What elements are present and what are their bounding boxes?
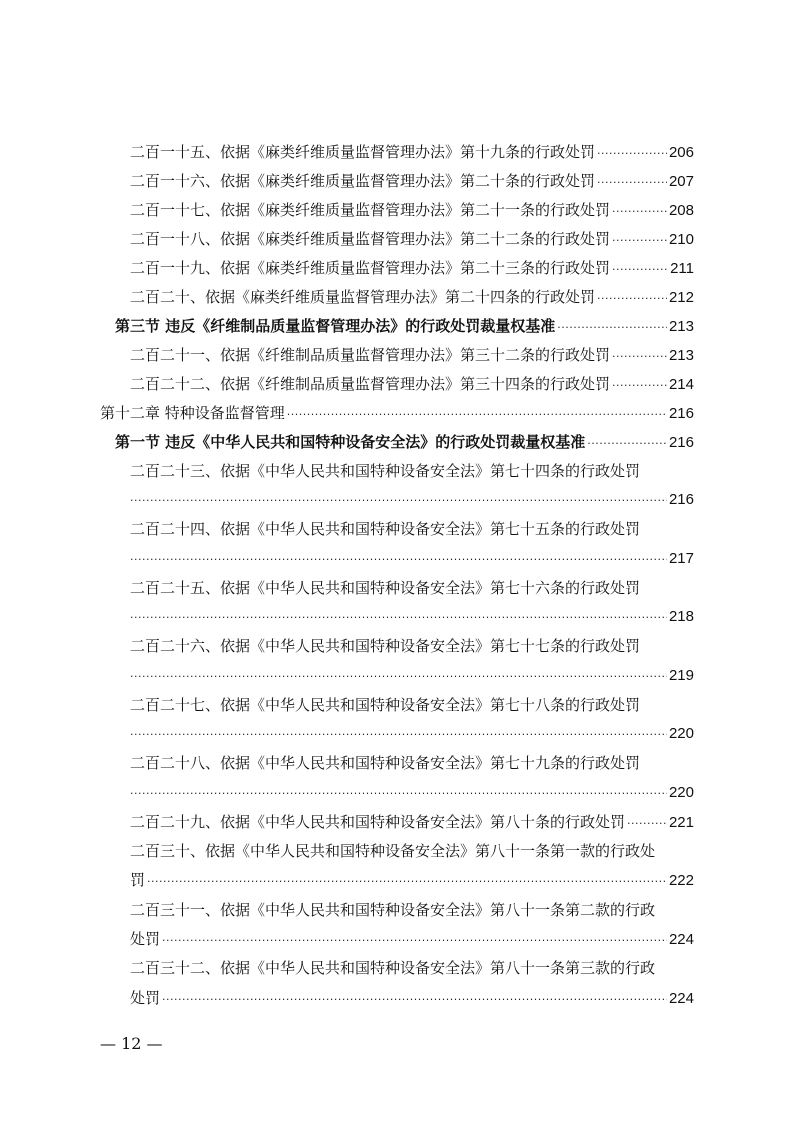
toc-entry-page: 216 (668, 434, 694, 451)
toc-section-title: 第三节 违反《纤维制品质量监督管理办法》的行政处罚裁量权基准 (115, 317, 556, 335)
toc-chapter-title: 第十二章 特种设备监督管理 (100, 404, 285, 422)
toc-leader (147, 872, 667, 892)
toc-entry[interactable] (130, 258, 694, 278)
toc-leader (130, 784, 667, 804)
toc-section-title: 第一节 违反《中华人民共和国特种设备安全法》的行政处罚裁量权基准 (115, 433, 586, 451)
toc-entry-page: 218 (668, 608, 694, 625)
toc-entry-title[interactable]: 二百二十六、依据《中华人民共和国特种设备安全法》第七十七条的行政处罚 (130, 637, 641, 655)
toc-leader (130, 667, 667, 687)
toc-entry-title[interactable]: 二百二十五、依据《中华人民共和国特种设备安全法》第七十六条的行政处罚 (130, 579, 641, 597)
toc-leader (130, 491, 667, 511)
toc-entry-leader-line[interactable] (130, 929, 694, 949)
toc-entry[interactable] (130, 812, 694, 832)
toc-entry[interactable] (130, 142, 694, 162)
toc-entry-title[interactable]: 二百三十、依据《中华人民共和国特种设备安全法》第八十一条第一款的行政处 (130, 842, 656, 860)
toc-entry-title-continued: 处罚 (130, 930, 161, 948)
toc-entry-title[interactable]: 二百二十七、依据《中华人民共和国特种设备安全法》第七十八条的行政处罚 (130, 696, 641, 714)
toc-leader (557, 318, 667, 338)
toc-entry-page: 217 (668, 550, 694, 567)
toc-entry-page: 214 (668, 376, 694, 393)
toc-leader (130, 608, 667, 628)
toc-entry-leader-line[interactable] (130, 783, 694, 803)
toc-entry-title: 二百二十二、依据《纤维制品质量监督管理办法》第三十四条的行政处罚 (130, 375, 611, 393)
toc-entry-leader-line[interactable] (130, 490, 694, 510)
toc-leader (162, 990, 667, 1010)
toc-entry-page: 216 (668, 405, 694, 422)
toc-leader (587, 434, 667, 454)
toc-entry-title[interactable]: 二百二十三、依据《中华人民共和国特种设备安全法》第七十四条的行政处罚 (130, 462, 641, 480)
page-number: — 12 — (100, 1034, 163, 1053)
toc-entry-page: 206 (668, 144, 694, 161)
toc-entry-page: 219 (668, 667, 694, 684)
toc-entry-title-continued: 处罚 (130, 989, 161, 1007)
toc-section[interactable] (115, 432, 694, 452)
toc-entry-title[interactable]: 二百二十四、依据《中华人民共和国特种设备安全法》第七十五条的行政处罚 (130, 520, 641, 538)
toc-leader (612, 376, 667, 396)
toc-entry-leader-line[interactable] (130, 870, 694, 890)
toc-leader (162, 931, 667, 951)
toc-leader (612, 231, 667, 251)
toc-entry-title: 二百二十一、依据《纤维制品质量监督管理办法》第三十二条的行政处罚 (130, 346, 611, 364)
toc-entry-page: 212 (668, 289, 694, 306)
toc-leader (597, 173, 667, 193)
toc-entry[interactable] (130, 171, 694, 191)
toc-entry-page: 216 (668, 491, 694, 508)
toc-entry[interactable] (130, 287, 694, 307)
toc-leader (130, 725, 667, 745)
toc-entry-page: 211 (670, 260, 694, 277)
toc-entry-title: 二百二十、依据《麻类纤维质量监督管理办法》第二十四条的行政处罚 (130, 288, 596, 306)
toc-entry-page: 224 (668, 990, 694, 1007)
toc-entry-page: 224 (668, 931, 694, 948)
toc-entry-page: 221 (668, 814, 694, 831)
toc-entry-leader-line[interactable] (130, 607, 694, 627)
toc-entry-page: 220 (668, 725, 694, 742)
toc-entry[interactable] (130, 374, 694, 394)
toc-leader (612, 347, 667, 367)
toc-entry-title: 二百一十八、依据《麻类纤维质量监督管理办法》第二十二条的行政处罚 (130, 230, 611, 248)
toc-leader (627, 814, 667, 834)
toc-entry-title-continued: 罚 (130, 871, 146, 889)
toc-chapter[interactable] (100, 403, 694, 423)
toc-entry[interactable] (130, 200, 694, 220)
toc-entry-title: 二百一十九、依据《麻类纤维质量监督管理办法》第二十三条的行政处罚 (130, 259, 611, 277)
toc-entry-title: 二百一十五、依据《麻类纤维质量监督管理办法》第十九条的行政处罚 (130, 143, 596, 161)
toc-leader (612, 202, 667, 222)
toc-entry-page: 210 (668, 231, 694, 248)
toc-leader (612, 260, 668, 280)
toc-leader (597, 144, 667, 164)
toc-entry[interactable] (130, 229, 694, 249)
toc-leader (287, 405, 667, 425)
toc-entry-title: 二百二十九、依据《中华人民共和国特种设备安全法》第八十条的行政处罚 (130, 813, 626, 831)
toc-entry-page: 213 (668, 318, 694, 335)
toc-leader (130, 550, 667, 570)
toc-section[interactable] (115, 316, 694, 336)
toc-entry-leader-line[interactable] (130, 549, 694, 569)
toc-entry-page: 208 (668, 202, 694, 219)
toc-leader (597, 289, 667, 309)
toc-entry-title: 二百一十六、依据《麻类纤维质量监督管理办法》第二十条的行政处罚 (130, 172, 596, 190)
toc-entry-leader-line[interactable] (130, 666, 694, 686)
toc-entry-leader-line[interactable] (130, 988, 694, 1008)
toc-entry[interactable] (130, 345, 694, 365)
toc-entry-page: 213 (668, 347, 694, 364)
toc-entry-title[interactable]: 二百三十一、依据《中华人民共和国特种设备安全法》第八十一条第二款的行政 (130, 901, 656, 919)
toc-entry-page: 207 (668, 173, 694, 190)
toc-entry-page: 220 (668, 784, 694, 801)
toc-entry-page: 222 (668, 872, 694, 889)
toc-entry-title[interactable]: 二百二十八、依据《中华人民共和国特种设备安全法》第七十九条的行政处罚 (130, 754, 641, 772)
toc-entry-title: 二百一十七、依据《麻类纤维质量监督管理办法》第二十一条的行政处罚 (130, 201, 611, 219)
toc-entry-leader-line[interactable] (130, 724, 694, 744)
toc-entry-title[interactable]: 二百三十二、依据《中华人民共和国特种设备安全法》第八十一条第三款的行政 (130, 959, 656, 977)
